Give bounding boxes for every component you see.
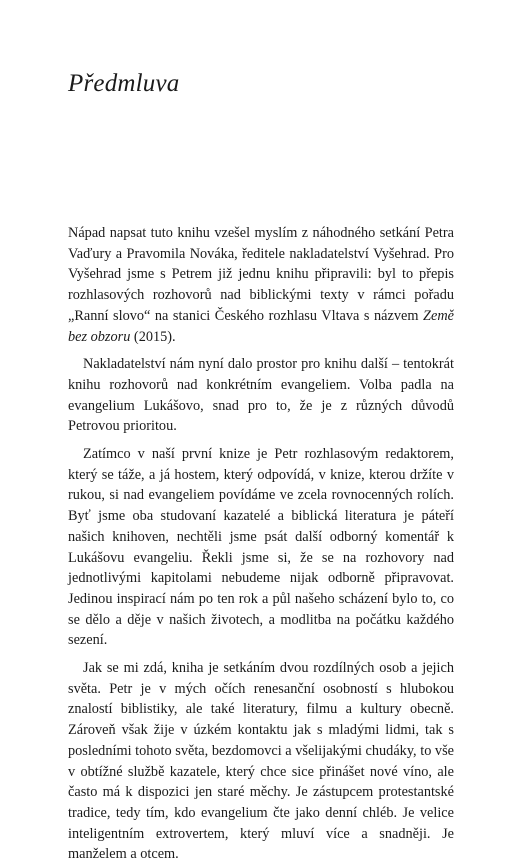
paragraph-1-text: Nápad napsat tuto knihu vzešel myslím z náhodného setkání Petra Vaďury a Pravomila Nováka, ředitele nakladatelství Vyšehrad. Pro Vyšehrad jsme s Petrem již jednu knihu připravili: byl to přepis rozhlasových rozhovorů nad biblickými texty v rámci pořadu „Ranní slovo“ na stanici Českého rozhlasu Vltava s názvem: [68, 225, 454, 324]
paragraph-4-text: Jak se mi zdá, kniha je setkáním dvou rozdílných osob a jejich světa. Petr je v mých očích renesanční osobností s hlubokou znalostí biblistiky, ale také literatury, filmu a kultury obecně. Zároveň však žije v úzkém kontaktu jak s mladými lidmi, tak s posledními tohoto světa, bezdomovci a všelijakými chudáky, to vše v obtížné službě kazatele, který chce sice přinášet nové víno, ale často má k dispozici jen staré měchy. Je zástupcem protestantské tradice, tedy tím, kdo evangelium čte jako denní chléb. Je velice inteligentním extrovertem, který mluví více a snadněji. Je manželem a otcem.: [68, 660, 454, 863]
paragraph-1-year: (2015).: [130, 328, 176, 345]
paragraph-2: [68, 354, 454, 437]
paragraph-3-text: Zatímco v naší první knize je Petr rozhlasovým redaktorem, který se táže, a já hostem, který odpovídá, v knize, kterou držíte v rukou, si nad evangeliem povídáme ve zcela rovnocenných rolích. Byť jsme oba studovaní kazatelé a biblická literatura je páteří našich knihoven, nechtěli jsme psát další odborný komentář k Lukášovu evangeliu. Řekli jsme si, že se na rozhovory nad jednotlivými kapitolami nebudeme nijak odborně připravovat. Jedinou inspirací nám po ten rok a půl našeho scházení bylo to, co se dělo a děje v našich životech, a modlitba na počátku každého sezení.: [68, 446, 454, 649]
chapter-title: Předmluva: [68, 70, 180, 97]
paragraph-2-text: Nakladatelství nám nyní dalo prostor pro knihu další – tentokrát knihu rozhovorů nad konkrétním evangeliem. Volba padla na evangelium Lukášovo, snad pro to, že je z různých důvodů Petrovou prioritou.: [68, 356, 454, 435]
book-title-italic: Země bez obzoru: [68, 307, 454, 345]
body-text: [68, 223, 454, 865]
paragraph-3: [68, 444, 454, 651]
paragraph-4: [68, 658, 454, 865]
paragraph-1: [68, 223, 454, 347]
